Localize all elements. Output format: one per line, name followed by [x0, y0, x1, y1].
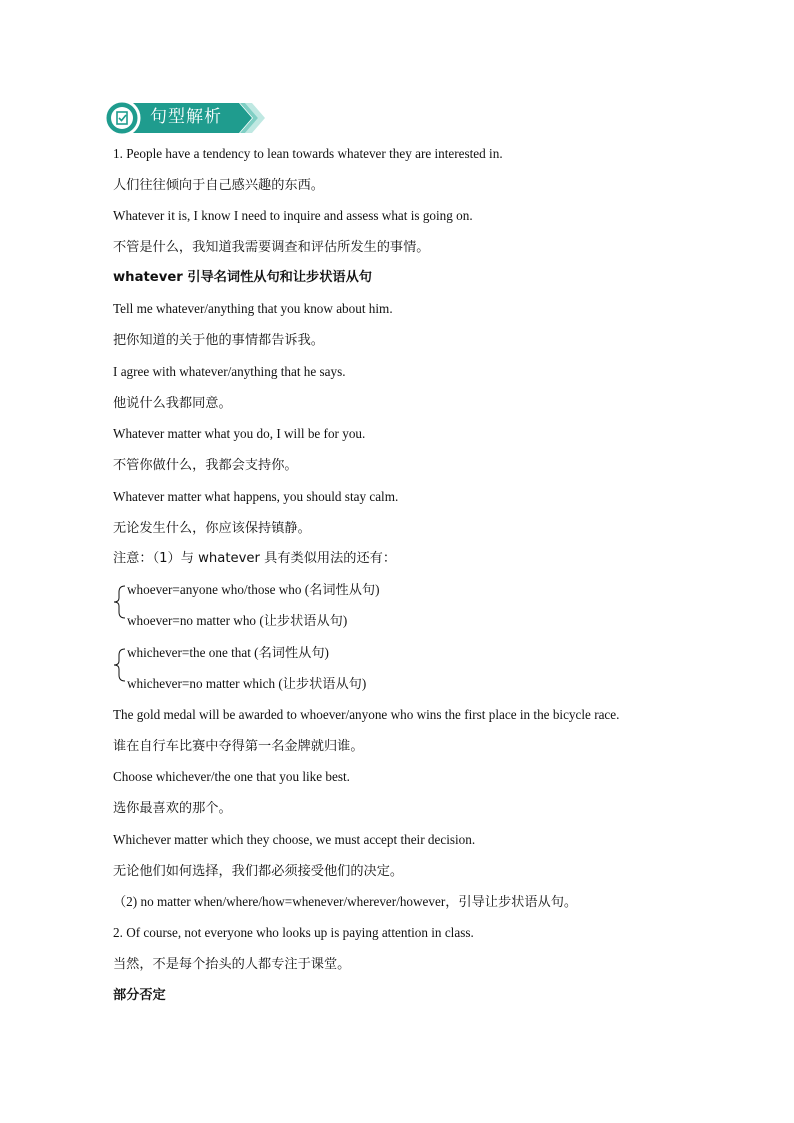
example-en: Whichever matter which they choose, we must accept their decision.: [113, 832, 476, 847]
example-zh: 谁在自行车比赛中夺得第一名金牌就归谁。: [113, 739, 364, 754]
sentence-1-zh: 人们往往倾向于自己感兴趣的东西。: [113, 178, 324, 193]
example-en: The gold medal will be awarded to whoever/anyone who wins the first place in the bicycle race.: [113, 707, 620, 722]
sentence-1-en: 1. People have a tendency to lean towards whatever they are interested in.: [113, 146, 503, 161]
example-zh: 把你知道的关于他的事情都告诉我。: [113, 333, 324, 348]
sentence-2-zh: 当然，不是每个抬头的人都专注于课堂。: [113, 957, 351, 972]
note-heading: 注意：（1）与 whatever 具有类似用法的还有：: [113, 551, 397, 566]
example-en: Whatever matter what happens, you should stay calm.: [113, 489, 399, 504]
note-item: whichever=no matter which (让步状语从句): [127, 676, 367, 691]
sentence-2-en: 2. Of course, not everyone who looks up is paying attention in class.: [113, 925, 474, 940]
note-2: （2) no matter when/where/how=whenever/wherever/however，引导让步状语从句。: [113, 894, 578, 909]
example-en: Whatever matter what you do, I will be for you.: [113, 426, 366, 441]
example-zh: 他说什么我都同意。: [113, 396, 232, 411]
note-item: whichever=the one that (名词性从句): [127, 645, 329, 660]
grammar-heading: 部分否定: [113, 988, 166, 1003]
example-zh: 选你最喜欢的那个。: [113, 801, 232, 816]
example-en: Tell me whatever/anything that you know about him.: [113, 301, 393, 316]
brace-icon: [108, 584, 128, 620]
note-item: whoever=anyone who/those who (名词性从句): [127, 582, 380, 597]
section-title: 句型解析: [150, 107, 222, 127]
brace-icon: [108, 647, 128, 683]
example-en: Choose whichever/the one that you like best.: [113, 769, 350, 784]
example-zh: 无论发生什么，你应该保持镇静。: [113, 521, 311, 536]
example-en: I agree with whatever/anything that he says.: [113, 364, 346, 379]
example-zh: 无论他们如何选择，我们都必须接受他们的决定。: [113, 864, 404, 879]
example-zh: 不管你做什么，我都会支持你。: [113, 458, 298, 473]
note-item: whoever=no matter who (让步状语从句): [127, 613, 348, 628]
example-zh: 不管是什么，我知道我需要调查和评估所发生的事情。: [113, 240, 430, 255]
grammar-heading: whatever 引导名词性从句和让步状语从句: [113, 270, 372, 285]
example-en: Whatever it is, I know I need to inquire and assess what is going on.: [113, 208, 473, 223]
